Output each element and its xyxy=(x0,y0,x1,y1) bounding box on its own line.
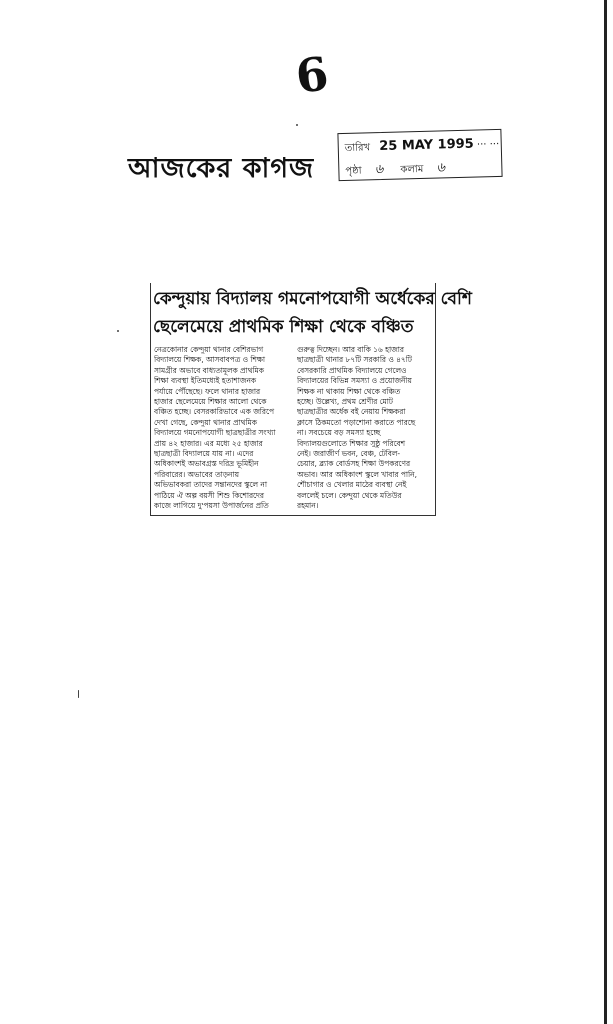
date-label: তারিখ xyxy=(344,142,371,154)
article-line: ক্লাসে ঠিকমতো পড়াশোনা করাতে পারছে xyxy=(297,417,416,427)
article-body xyxy=(154,345,434,512)
article-line: দেখা গেছে, কেন্দুয়া থানার প্রাথমিক xyxy=(154,417,257,427)
article-line: প্রায় ৪২ হাজার। এর মধ্যে ২৫ হাজার xyxy=(154,438,263,448)
article-line: গুরুত্ব দিচ্ছেন। আর বাকি ১৬ হাজার xyxy=(297,345,404,354)
article-line: পর্যায়ে পৌঁছেছে। ফলে থানার হাজার xyxy=(154,386,261,396)
right-column xyxy=(297,345,434,512)
scan-edge-line xyxy=(604,0,607,1024)
article-line: রহমান। xyxy=(297,501,319,511)
scan-speck xyxy=(296,124,298,126)
article-line: অভাব। আর অধিকাংশ স্কুলে খাবার পানি, xyxy=(297,469,417,479)
column-value: ৬ xyxy=(436,160,446,176)
article-line: চেয়ার, ব্ল্যাক বোর্ডসহ শিক্ষা উপকরণের xyxy=(297,459,411,469)
left-column xyxy=(154,345,291,512)
article-line: বিদ্যালয়ের বিভিন্ন সমস্যা ও প্রয়োজনীয় xyxy=(297,376,412,386)
article-line: বিদ্যালয়ে শিক্ষক, আসবাবপত্র ও শিক্ষা xyxy=(154,355,265,365)
article-line: বঞ্চিত হচ্ছে। বেসরকারিভাবে এক জরিপে xyxy=(154,407,274,417)
article-line: অভিভাবকরা তাদের সন্তানদের স্কুলে না xyxy=(154,480,267,490)
article-line: নেত্রকোনার কেন্দুয়া থানার বেশিরভাগ xyxy=(154,345,264,354)
article-line: পাঠিয়ে ঐ অল্প বয়সী শিশু কিশোরদের xyxy=(154,490,264,500)
scan-speck xyxy=(117,330,119,332)
article-line: শৌচাগার ও খেলার মাঠের ব্যবস্থা নেই xyxy=(297,480,407,490)
article-headline: কেন্দুয়ায় বিদ্যালয় গমনোপযোগী অর্ধেকের বেশি ছেলেমেয়ে প্রাথমিক শিক্ষা থেকে বঞ্চিত xyxy=(153,289,472,337)
article-line: সামগ্রীর অভাবে বাধ্যতামূলক প্রাথমিক xyxy=(154,365,264,375)
article-line: বিদ্যালয়গুলোতে শিক্ষার সুষ্ঠু পরিবেশ xyxy=(297,438,406,448)
article-line: ছাত্রছাত্রী বিদ্যালয়ে যায় না। এদের xyxy=(154,449,254,459)
stamp-date: 25 MAY 1995 xyxy=(379,136,474,155)
date-stamp: তারিখ 25 MAY 1995 ··· ··· পৃষ্ঠা ৬ কলাম ৬ xyxy=(337,129,502,181)
article-line: বিদ্যালয়ে গমনোপযোগী ছাত্রছাত্রীর সংখ্যা xyxy=(154,428,276,438)
page-label: পৃষ্ঠা xyxy=(345,165,362,177)
page-value: ৬ xyxy=(374,161,384,178)
article-line: নেই। জরাজীর্ণ ভবন, বেঞ্চ, টেবিল- xyxy=(297,449,401,459)
article-line: শিক্ষক না থাকায় শিক্ষা থেকে বঞ্চিত xyxy=(297,386,401,396)
news-clipping xyxy=(150,283,472,516)
article-line: ছাত্রছাত্রীর অর্ধেক বই নেয়ায় শিক্ষকরা xyxy=(297,407,406,417)
article-line: হচ্ছে। উল্লেখ্য, প্রথম শ্রেণীর মোট xyxy=(297,397,393,407)
article-line: শিক্ষা ব্যবস্থা ইতিমধ্যেই হতাশাজনক xyxy=(154,376,257,386)
article-line: না। সবচেয়ে বড় সমস্যা হচ্ছে xyxy=(297,428,381,438)
article-line: কাজে লাগিয়ে দু'পয়সা উপার্জনের প্রতি xyxy=(154,501,269,511)
article-line: হাজার ছেলেমেয়ে শিক্ষার আলো থেকে xyxy=(154,397,267,407)
article-line: ছাত্রছাত্রী থানার ৮৭টি সরকারি ও ৪৭টি xyxy=(297,355,412,365)
article-line: পরিবারের। অভাবের তাড়নায় xyxy=(154,469,239,479)
article-line: অধিকাংশই অভাবগ্রস্ত দরিদ্র ভূমিহীন xyxy=(154,459,259,469)
article-line: বললেই চলে। কেন্দুয়া থেকে মতিউর xyxy=(297,490,402,500)
article-line: বেসরকারি প্রাথমিক বিদ্যালয়ে গেলেও xyxy=(297,365,407,375)
handwritten-page-number: 6 xyxy=(292,46,332,104)
newspaper-masthead: আজকের কাগজ xyxy=(128,153,315,184)
column-label: কলাম xyxy=(400,163,424,176)
scan-speck xyxy=(78,690,79,698)
